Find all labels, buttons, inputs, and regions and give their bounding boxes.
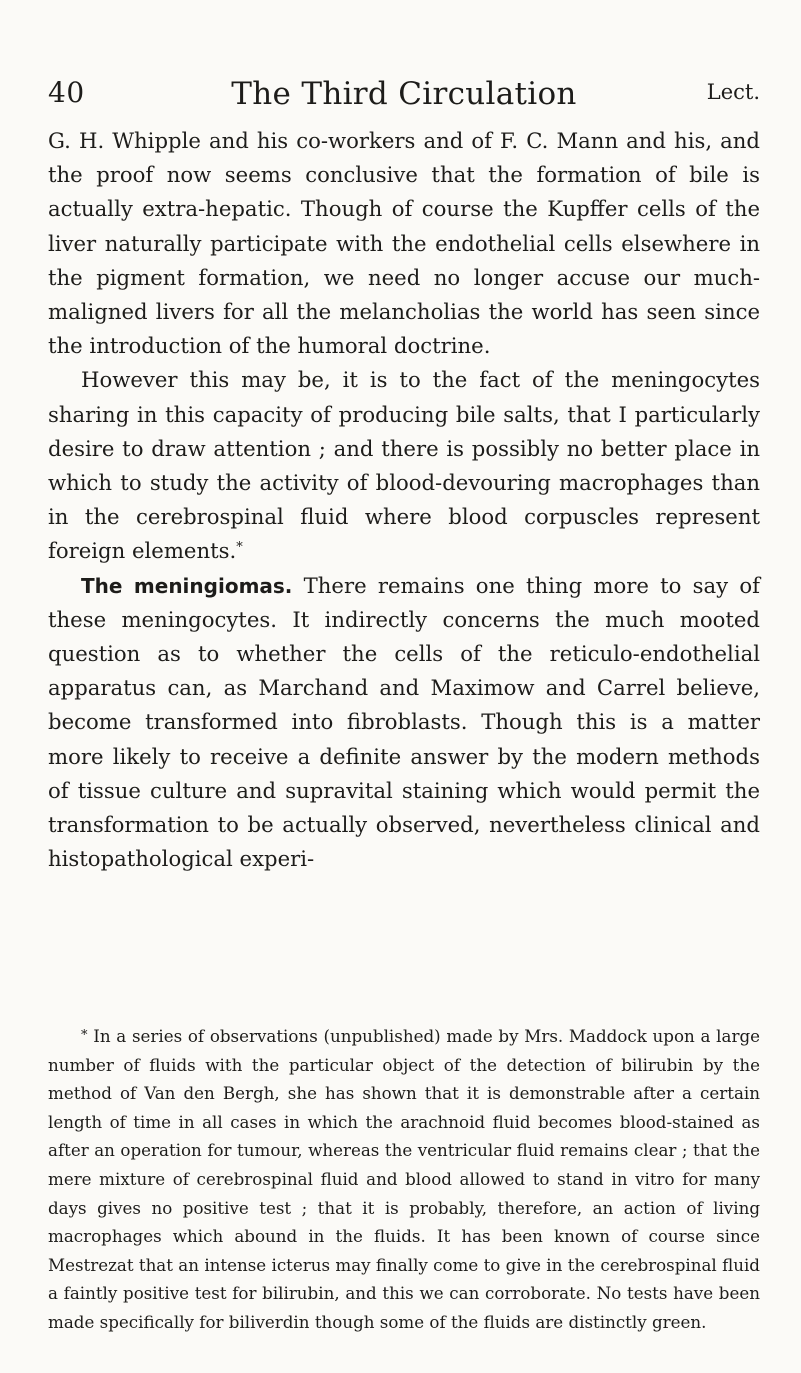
page-number: 40 xyxy=(48,76,85,109)
footnote-reference[interactable]: * xyxy=(236,540,243,556)
body-text xyxy=(48,124,760,876)
footnote-text: In a series of observations (unpublished) made by Mrs. Maddock upon a large number of fluids with the particular object of the detection of bilirubin by the method of Van den Bergh, she has shown that it is demonstrable after a certain length of time in all cases in which the arachnoid fluid becomes blood-stained as after an operation for tumour, whereas the ventricular fluid remains clear ; that the mere mixture of cerebrospinal fluid and blood allowed to stand in vitro for many days gives no positive test ; that it is probably, therefore, an action of living macrophages which abound in the fluids. It has been known of course since Mestrezat that an intense icterus may finally come to give in the cerebrospinal fluid a faintly positive test for bilirubin, and this we can corroborate. No tests have been made specifically for biliverdin though some of the fluids are distinctly green. xyxy=(48,1026,760,1332)
paragraph-3 xyxy=(48,569,760,877)
running-header xyxy=(48,76,760,116)
running-title: The Third Circulation xyxy=(231,76,577,112)
footnote-mark: * xyxy=(81,1028,88,1043)
paragraph-3-text: There remains one thing more to say of these meningocytes. It indirectly concerns the much mooted question as to whether the cells of the reticulo-endothelial apparatus can, as Marchand and Maximow and Carrel believe, become transformed into fibroblasts. Though this is a matter more likely to receive a definite answer by the modern methods of tissue culture and supravital staining which would permit the transformation to be actually observed, nevertheless clinical and histopathological experi- xyxy=(48,572,760,872)
paragraph-1: G. H. Whipple and his co-workers and of F. C. Mann and his, and the proof now seems conclusive that the formation of bile is actually extra-hepatic. Though of course the Kupffer cells of the liver naturally participate with the endothelial cells elsewhere in the pigment formation, we need no longer accuse our much-maligned livers for all the melancholias the world has seen since the introduction of the humoral doctrine. xyxy=(48,128,760,359)
footnote xyxy=(48,1022,760,1337)
section-label: Lect. xyxy=(706,80,760,104)
side-heading: The meningiomas. xyxy=(81,573,293,598)
paragraph-2-text: However this may be, it is to the fact of the meningocytes sharing in this capacity of producing bile salts, that I particularly desire to draw attention ; and there is possibly no better place in which to study the activity of blood-devouring macrophages than in the cerebrospinal fluid where blood corpuscles represent foreign elements. xyxy=(48,367,760,564)
paragraph-2 xyxy=(48,363,760,568)
